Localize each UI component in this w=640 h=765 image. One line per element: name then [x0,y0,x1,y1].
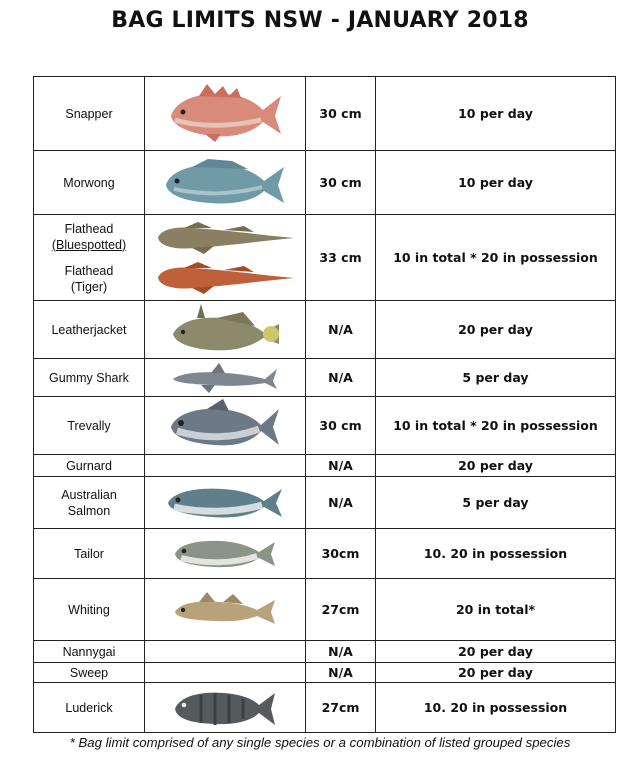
species-name: Trevally [34,397,145,455]
table-row [34,663,616,683]
species-name: Flathead [64,221,114,236]
species-name: Sweep [34,663,145,683]
table-row [34,301,616,359]
species-image [145,359,306,397]
minimum-size: N/A [306,359,376,397]
minimum-size: 30cm [306,529,376,579]
species-image [145,215,306,301]
species-image [145,579,306,641]
luderick-icon [171,685,279,731]
whiting-icon [171,590,279,630]
bag-limit: 10 per day [376,151,616,215]
table-row [34,151,616,215]
species-image [145,455,306,477]
minimum-size: 30 cm [306,151,376,215]
morwong-icon [162,155,288,211]
table-row [34,77,616,151]
minimum-size: 33 cm [306,215,376,301]
bag-limit: 20 per day [376,455,616,477]
table-row [34,579,616,641]
leatherjacket-icon [167,304,283,356]
species-image [145,683,306,733]
table-row [34,215,616,301]
bag-limits-table [33,76,616,733]
table-row [34,397,616,455]
snapper-icon [165,82,285,146]
species-name: Leatherjacket [34,301,145,359]
gummy-shark-icon [171,363,279,393]
flathead-tiger-icon [154,262,296,294]
minimum-size: 27cm [306,579,376,641]
species-image [145,641,306,663]
species-name: Australian [61,487,117,502]
bag-limit: 5 per day [376,359,616,397]
minimum-size: 30 cm [306,397,376,455]
species-subname: (Bluespotted) [51,237,127,252]
species-image [145,77,306,151]
bag-limit: 10. 20 in possession [376,683,616,733]
species-subname: Salmon [67,503,111,518]
species-image [145,477,306,529]
species-name: Gurnard [34,455,145,477]
table-row [34,477,616,529]
table-row [34,455,616,477]
australian-salmon-icon [164,481,286,525]
species-image [145,663,306,683]
bag-limit: 20 per day [376,663,616,683]
page-title: BAG LIMITS NSW - JANUARY 2018 [111,8,529,33]
species-name: Nannygai [34,641,145,663]
table-row [34,683,616,733]
species-name: Luderick [34,683,145,733]
species-name: Flathead [64,263,114,278]
species-name: Morwong [34,151,145,215]
minimum-size: N/A [306,663,376,683]
species-name: Whiting [34,579,145,641]
bag-limit: 10 per day [376,77,616,151]
minimum-size: 30 cm [306,77,376,151]
tailor-icon [171,534,279,574]
species-image [145,397,306,455]
bag-limit: 10. 20 in possession [376,529,616,579]
bag-limit: 10 in total * 20 in possession [376,215,616,301]
minimum-size: 27cm [306,683,376,733]
minimum-size: N/A [306,301,376,359]
table-row [34,529,616,579]
species-name: Tailor [34,529,145,579]
footnote: * Bag limit comprised of any single species or a combination of listed grouped species [69,735,571,750]
species-image [145,301,306,359]
bag-limit: 20 per day [376,301,616,359]
minimum-size: N/A [306,477,376,529]
bag-limit: 5 per day [376,477,616,529]
bag-limit: 20 per day [376,641,616,663]
flathead-bluespotted-icon [154,222,296,254]
minimum-size: N/A [306,641,376,663]
species-name: Snapper [34,77,145,151]
species-image [145,529,306,579]
minimum-size: N/A [306,455,376,477]
trevally-icon [167,399,283,453]
table-row [34,641,616,663]
bag-limit: 10 in total * 20 in possession [376,397,616,455]
bag-limit: 20 in total* [376,579,616,641]
species-image [145,151,306,215]
table-row [34,359,616,397]
species-name: Gummy Shark [34,359,145,397]
species-subname: (Tiger) [70,279,108,294]
